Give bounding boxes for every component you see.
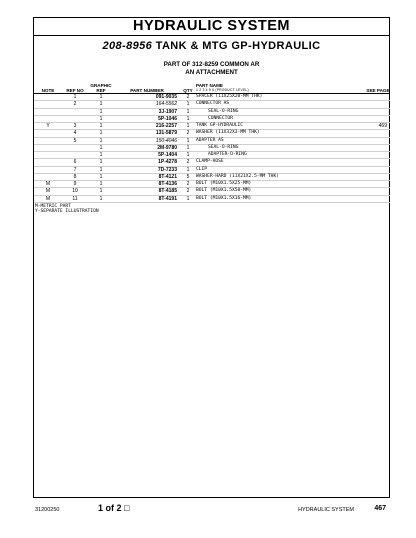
cell-part-name: WASHER (11X32X3-MM THK) — [196, 130, 260, 136]
footer-page-of — [98, 503, 129, 513]
cell-see-page — [366, 137, 390, 144]
table-row — [34, 123, 390, 130]
cell-ref-no — [62, 108, 88, 115]
table-row — [34, 188, 390, 195]
cell-part-name: BOLT (M10X1.5X50-MM) — [196, 188, 252, 194]
footer-code: 31200250 — [35, 507, 60, 513]
header-note: NOTE — [41, 88, 55, 93]
cell-qty: 1 — [186, 144, 190, 151]
cell-see-page — [366, 130, 390, 137]
cell-note — [34, 130, 62, 137]
footer-page-symbol: □ — [124, 503, 130, 513]
cell-part-name: SEAL-O-RING — [208, 108, 239, 114]
attachment-line: AN ATTACHMENT — [185, 69, 238, 76]
cell-graphic-ref: 1 — [99, 94, 103, 100]
cell-part-name: TANK GP-HYDRAULIC — [196, 123, 244, 128]
cell-note — [34, 115, 62, 122]
cell-qty: 1 — [186, 137, 190, 144]
cell-note — [34, 108, 62, 115]
cell-part-name: ADAPTER AS — [196, 137, 224, 143]
header-part-name — [196, 83, 366, 94]
cell-part-number: 150-4046 — [155, 137, 177, 144]
cell-see-page — [366, 181, 390, 188]
cell-note — [34, 137, 62, 144]
parts-table-body — [34, 94, 390, 203]
cell-part-name: BOLT (M10X1.5X16-MM) — [196, 195, 252, 201]
table-row — [34, 130, 390, 137]
cell-qty: 2 — [186, 94, 190, 100]
parts-page — [33, 17, 390, 498]
cell-note: M — [45, 195, 51, 202]
table-row — [34, 159, 390, 166]
cell-qty: 1 — [186, 195, 190, 202]
cell-part-number: 5P-1404 — [158, 152, 177, 158]
cell-ref-no — [62, 144, 88, 151]
part-of-line: PART OF 312-8259 COMMON AR — [163, 61, 260, 68]
cell-note — [34, 101, 62, 108]
table-row — [34, 152, 390, 159]
cell-ref-no: 5 — [73, 137, 77, 144]
cell-part-number: 8T-4191 — [158, 195, 177, 202]
header-see-page: SEE PAGE — [366, 88, 390, 93]
cell-ref-no: 11 — [72, 195, 78, 202]
cell-graphic-ref: 1 — [99, 159, 103, 166]
cell-graphic-ref: 1 — [99, 181, 103, 187]
cell-qty: 1 — [186, 152, 190, 158]
cell-qty: 2 — [186, 130, 190, 137]
table-row — [34, 115, 390, 122]
cell-part-name: BOLT (M10X1.5X25-MM) — [196, 181, 252, 186]
cell-note — [34, 173, 62, 180]
cell-see-page — [366, 159, 390, 166]
cell-ref-no: 3 — [73, 123, 77, 129]
cell-ref-no: 10 — [72, 188, 78, 195]
cell-part-number: 164-5562 — [155, 101, 177, 108]
cell-ref-no — [62, 115, 88, 122]
cell-graphic-ref: 1 — [99, 152, 103, 158]
cell-note — [34, 166, 62, 173]
cell-see-page — [366, 195, 390, 202]
cell-note: M — [45, 188, 51, 195]
cell-see-page — [366, 152, 390, 159]
cell-part-number: 7D-7233 — [157, 166, 177, 173]
notes-legend — [34, 204, 389, 215]
cell-part-number: 216-2257 — [155, 123, 177, 129]
cell-part-name: CONNECTOR AS — [196, 101, 230, 107]
cell-part-name: ADAPTER-O-RING — [208, 152, 247, 157]
cell-qty: 2 — [186, 159, 190, 166]
footer-page-of-text: 1 of 2 — [98, 503, 122, 513]
cell-ref-no: 8 — [73, 173, 77, 180]
cell-see-page — [366, 94, 390, 101]
cell-ref-no: 6 — [73, 159, 77, 166]
footer-section: HYDRAULIC SYSTEM — [298, 507, 354, 513]
cell-note — [34, 144, 62, 151]
cell-graphic-ref: 1 — [99, 115, 103, 122]
header-qty: QTY — [183, 88, 193, 93]
table-row — [34, 173, 390, 180]
cell-ref-no: 4 — [73, 130, 77, 137]
cell-qty: 1 — [186, 115, 190, 122]
cell-qty: 1 — [186, 123, 190, 129]
cell-qty: 2 — [186, 188, 190, 195]
cell-part-number: 5P-1046 — [158, 115, 177, 122]
cell-ref-no: 2 — [73, 101, 77, 108]
header-level-scale: 1 2 3 4 5 6 (PRODUCT LEVEL) — [196, 88, 249, 92]
table-row — [34, 101, 390, 108]
table-header-row — [34, 83, 390, 94]
cell-graphic-ref: 1 — [99, 108, 103, 115]
cell-part-name: SPACER (11X25X20-MM THK) — [196, 94, 263, 99]
assembly-title — [34, 40, 389, 52]
cell-note: Y — [46, 123, 50, 129]
cell-see-page — [366, 166, 390, 173]
table-row — [34, 195, 390, 202]
cell-see-page: 469 — [378, 123, 387, 129]
header-part-name-label: PART NAME — [196, 83, 223, 88]
cell-graphic-ref: 1 — [99, 173, 103, 180]
cell-ref-no: 1 — [73, 94, 77, 100]
cell-part-number: 8T-4121 — [158, 173, 177, 180]
cell-see-page — [366, 144, 390, 151]
cell-note — [34, 94, 62, 101]
page-footer — [33, 503, 390, 515]
note-metric: M-METRIC PART — [35, 203, 71, 209]
cell-part-number: 8T-4136 — [158, 181, 177, 187]
cell-qty: 1 — [186, 108, 190, 115]
header-graphic-ref: GRAPHIC REF — [90, 83, 112, 93]
page-title: HYDRAULIC SYSTEM — [34, 18, 389, 36]
table-row — [34, 108, 390, 115]
cell-graphic-ref: 1 — [99, 144, 103, 151]
cell-see-page — [366, 173, 390, 180]
cell-note: M — [45, 181, 51, 187]
table-row — [34, 166, 390, 173]
cell-ref-no: 9 — [73, 181, 77, 187]
cell-graphic-ref: 1 — [99, 130, 103, 137]
note-separate-illustration: Y-SEPARATE ILLUSTRATION — [35, 209, 99, 215]
cell-part-number: 3J-1907 — [158, 108, 177, 115]
cell-part-number: 131-5879 — [155, 130, 177, 137]
table-row — [34, 137, 390, 144]
cell-part-name: CLAMP-HOSE — [196, 159, 224, 165]
assembly-description: TANK & MTG GP-HYDRAULIC — [155, 40, 321, 52]
cell-ref-no — [62, 152, 88, 159]
table-row — [34, 144, 390, 151]
cell-see-page — [366, 108, 390, 115]
cell-part-number: 2M-9780 — [157, 144, 177, 151]
cell-graphic-ref: 1 — [99, 188, 103, 195]
cell-see-page — [366, 115, 390, 122]
cell-graphic-ref: 1 — [99, 166, 103, 173]
cell-graphic-ref: 1 — [99, 195, 103, 202]
cell-part-name: WASHER-HARD (11X21X2.5-MM THK) — [196, 173, 279, 179]
cell-part-name: CLIP — [196, 166, 208, 172]
footer-page-number: 467 — [374, 505, 386, 512]
parts-table — [34, 83, 390, 203]
cell-part-name: SEAL-O-RING — [208, 144, 239, 150]
cell-note — [34, 159, 62, 166]
cell-graphic-ref: 1 — [99, 137, 103, 144]
cell-see-page — [366, 188, 390, 195]
cell-part-number: 8T-4185 — [158, 188, 177, 195]
cell-part-number: 1P-4278 — [158, 159, 177, 166]
header-part-number: PART NUMBER — [130, 88, 164, 93]
cell-qty: 2 — [186, 181, 190, 187]
cell-graphic-ref: 1 — [99, 101, 103, 108]
cell-part-name: CONNECTOR — [208, 115, 233, 121]
assembly-part-number: 208-8956 — [102, 40, 153, 52]
cell-qty: 1 — [186, 101, 190, 108]
table-row — [34, 94, 390, 101]
table-row — [34, 181, 390, 188]
cell-qty: 1 — [186, 166, 190, 173]
cell-see-page — [366, 101, 390, 108]
assembly-info — [34, 61, 389, 77]
cell-part-number: 091-9035 — [155, 94, 177, 100]
cell-ref-no: 7 — [73, 166, 77, 173]
cell-graphic-ref: 1 — [99, 123, 103, 129]
cell-qty: 5 — [186, 173, 190, 180]
header-ref-no: REF NO — [66, 88, 84, 93]
cell-note — [34, 152, 62, 159]
